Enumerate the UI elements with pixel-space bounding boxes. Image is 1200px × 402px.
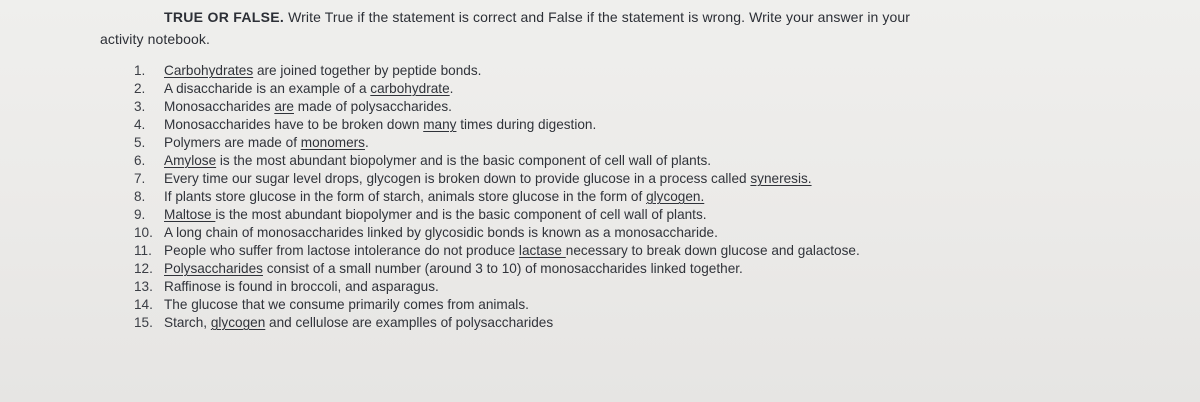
statement-text: are joined together by peptide bonds. bbox=[253, 63, 482, 78]
statement-item bbox=[134, 152, 860, 170]
statement-number: 13. bbox=[134, 279, 153, 294]
statement-item bbox=[134, 80, 860, 98]
statement-text: Starch, bbox=[164, 315, 211, 330]
statement-number: 11. bbox=[134, 243, 152, 258]
underlined-term: glycogen. bbox=[646, 189, 705, 204]
instructions-line-1 bbox=[100, 6, 1160, 28]
statement-text: . bbox=[449, 81, 454, 96]
statement-number: 15. bbox=[134, 315, 153, 330]
statement-number: 4. bbox=[134, 117, 146, 132]
statement-item bbox=[134, 98, 860, 116]
statement-text: Raffinose is found in broccoli, and asparagus. bbox=[164, 279, 439, 294]
statement-text: times during digestion. bbox=[456, 117, 597, 132]
statement-number: 2. bbox=[134, 81, 146, 96]
underlined-term: Polysaccharides bbox=[164, 261, 263, 276]
statement-item bbox=[134, 314, 860, 332]
instructions-line-2: activity notebook. bbox=[100, 31, 210, 47]
statement-text: Every time our sugar level drops, glycogen is broken down to provide glucose in a process called bbox=[164, 171, 751, 186]
underlined-term: Carbohydrates bbox=[164, 63, 254, 78]
statement-text: Monosaccharides have to be broken down bbox=[164, 117, 424, 132]
statement-item bbox=[134, 170, 860, 188]
statement-text: Polymers are made of bbox=[164, 135, 301, 150]
instructions-text: Write True if the statement is correct and False if the statement is wrong. Write your answer in your bbox=[284, 9, 911, 25]
statement-number: 3. bbox=[134, 99, 146, 114]
statement-item bbox=[134, 296, 860, 314]
underlined-term: monomers bbox=[300, 135, 365, 150]
underlined-term: carbohydrate bbox=[370, 81, 450, 96]
statement-text: made of polysaccharides. bbox=[293, 99, 452, 114]
instructions-heading: TRUE OR FALSE. bbox=[164, 9, 285, 25]
underlined-term: glycogen bbox=[210, 315, 266, 330]
statement-text: A long chain of monosaccharides linked by glycosidic bonds is known as a monosaccharide. bbox=[164, 225, 718, 240]
statement-number: 12. bbox=[134, 261, 153, 276]
statement-text: People who suffer from lactose intolerance do not produce bbox=[164, 243, 519, 258]
statement-item bbox=[134, 278, 860, 296]
statement-number: 9. bbox=[134, 207, 146, 222]
underlined-term: many bbox=[423, 117, 457, 132]
underlined-term: lactase bbox=[518, 243, 566, 258]
statement-number: 6. bbox=[134, 153, 146, 168]
underlined-term: Amylose bbox=[164, 153, 217, 168]
statement-text: Monosaccharides bbox=[164, 99, 275, 114]
statement-number: 7. bbox=[134, 171, 146, 186]
statement-item bbox=[134, 62, 860, 80]
underlined-term: Maltose bbox=[164, 207, 216, 222]
statement-list bbox=[134, 62, 860, 332]
instructions bbox=[100, 6, 1160, 50]
statement-text: is the most abundant biopolymer and is the basic component of cell wall of plants. bbox=[215, 207, 707, 222]
statement-item bbox=[134, 242, 860, 260]
underlined-term: are bbox=[274, 99, 294, 114]
statement-item bbox=[134, 116, 860, 134]
statement-number: 14. bbox=[134, 297, 153, 312]
statement-text: If plants store glucose in the form of starch, animals store glucose in the form of bbox=[164, 189, 647, 204]
statement-item bbox=[134, 206, 860, 224]
statement-item bbox=[134, 224, 860, 242]
statement-text: . bbox=[364, 135, 369, 150]
statement-number: 10. bbox=[134, 225, 153, 240]
statement-item bbox=[134, 260, 860, 278]
statement-number: 8. bbox=[134, 189, 146, 204]
statement-number: 1. bbox=[134, 63, 146, 78]
statement-item bbox=[134, 134, 860, 152]
statement-text: The glucose that we consume primarily comes from animals. bbox=[164, 297, 529, 312]
statement-text: and cellulose are examplles of polysaccharides bbox=[265, 315, 554, 330]
statement-text: is the most abundant biopolymer and is the basic component of cell wall of plants. bbox=[216, 153, 712, 168]
underlined-term: syneresis. bbox=[750, 171, 812, 186]
statement-text: necessary to break down glucose and galactose. bbox=[565, 243, 860, 258]
statement-number: 5. bbox=[134, 135, 146, 150]
statement-text: consist of a small number (around 3 to 10) of monosaccharides linked together. bbox=[262, 261, 743, 276]
statement-item bbox=[134, 188, 860, 206]
statement-text: A disaccharide is an example of a bbox=[164, 81, 371, 96]
